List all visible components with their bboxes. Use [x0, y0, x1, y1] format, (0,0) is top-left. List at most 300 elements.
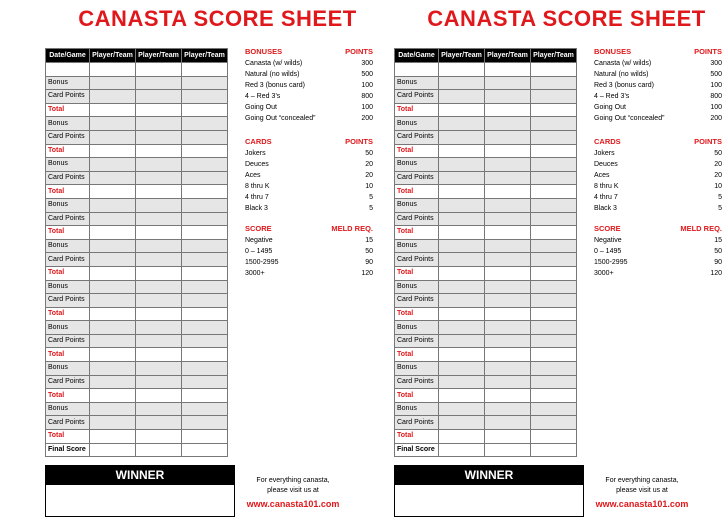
score-cell[interactable] [90, 253, 136, 267]
score-cell[interactable] [531, 76, 577, 90]
row-label: Total [46, 226, 90, 240]
row-label: Card Points [395, 375, 439, 389]
table-row [46, 294, 228, 308]
score-cell[interactable] [136, 253, 182, 267]
score-cell[interactable] [90, 443, 136, 457]
score-cell[interactable] [136, 130, 182, 144]
score-cell[interactable] [90, 375, 136, 389]
reference-label: Going Out “concealed” [594, 115, 665, 122]
score-cell[interactable] [182, 294, 228, 308]
score-cell[interactable] [90, 171, 136, 185]
score-cell[interactable] [90, 90, 136, 104]
table-row [46, 307, 228, 321]
table-row [395, 348, 577, 362]
reference-value: 100 [710, 82, 722, 89]
score-cell[interactable] [136, 239, 182, 253]
score-cell[interactable] [90, 144, 136, 158]
table-row [395, 103, 577, 117]
row-label: Card Points [46, 253, 90, 267]
score-cell[interactable] [182, 90, 228, 104]
score-cell[interactable] [90, 362, 136, 376]
score-cell[interactable] [531, 389, 577, 403]
score-cell[interactable] [136, 389, 182, 403]
score-cell[interactable] [531, 334, 577, 348]
score-cell[interactable] [90, 76, 136, 90]
score-cell[interactable] [485, 212, 531, 226]
score-cell[interactable] [485, 348, 531, 362]
reference-label: Red 3 (bonus card) [594, 82, 654, 89]
score-cell[interactable] [485, 375, 531, 389]
reference-row [245, 235, 373, 246]
score-cell[interactable] [485, 198, 531, 212]
row-label: Total [46, 389, 90, 403]
reference-row [245, 80, 373, 91]
score-cell[interactable] [182, 375, 228, 389]
table-row [395, 144, 577, 158]
score-cell[interactable] [182, 198, 228, 212]
row-label: Total [395, 185, 439, 199]
score-cell[interactable] [90, 348, 136, 362]
score-cell[interactable] [485, 389, 531, 403]
reference-value: 50 [365, 248, 373, 255]
score-cell[interactable] [485, 253, 531, 267]
table-row [395, 185, 577, 199]
score-cell[interactable] [485, 266, 531, 280]
row-label: Bonus [395, 117, 439, 131]
score-cell[interactable] [485, 63, 531, 77]
score-cell[interactable] [531, 103, 577, 117]
score-cell[interactable] [136, 103, 182, 117]
score-cell[interactable] [182, 321, 228, 335]
table-row [395, 443, 577, 457]
score-cell[interactable] [531, 443, 577, 457]
score-cell[interactable] [485, 402, 531, 416]
score-cell[interactable] [485, 239, 531, 253]
score-cell[interactable] [136, 90, 182, 104]
score-cell[interactable] [439, 416, 485, 430]
score-cell[interactable] [439, 334, 485, 348]
score-cell[interactable] [90, 294, 136, 308]
score-cell[interactable] [136, 226, 182, 240]
reference-heading-label: SCORE [245, 224, 272, 233]
score-cell[interactable] [439, 389, 485, 403]
winner-field[interactable] [46, 485, 234, 515]
score-cell[interactable] [182, 117, 228, 131]
score-cell[interactable] [439, 280, 485, 294]
score-cell[interactable] [485, 171, 531, 185]
score-cell[interactable] [136, 362, 182, 376]
row-label: Card Points [46, 416, 90, 430]
table-row [46, 198, 228, 212]
score-cell[interactable] [90, 103, 136, 117]
score-cell[interactable] [136, 443, 182, 457]
reference-heading-points: MELD REQ. [331, 224, 373, 233]
score-cell[interactable] [485, 130, 531, 144]
table-row [46, 226, 228, 240]
reference-value: 100 [361, 104, 373, 111]
reference-value: 300 [710, 60, 722, 67]
row-label: Total [395, 266, 439, 280]
score-cell[interactable] [136, 198, 182, 212]
score-cell[interactable] [182, 212, 228, 226]
score-cell[interactable] [136, 117, 182, 131]
score-cell[interactable] [182, 239, 228, 253]
score-cell[interactable] [182, 103, 228, 117]
score-cell[interactable] [439, 321, 485, 335]
score-cell[interactable] [439, 402, 485, 416]
winner-label: WINNER [395, 466, 583, 485]
score-cell[interactable] [531, 144, 577, 158]
reference-row [245, 257, 373, 268]
score-cell[interactable] [90, 185, 136, 199]
column-header: Player/Team [136, 49, 182, 63]
score-cell[interactable] [90, 266, 136, 280]
score-cell[interactable] [439, 212, 485, 226]
score-cell[interactable] [485, 334, 531, 348]
score-cell[interactable] [136, 307, 182, 321]
score-cell[interactable] [90, 130, 136, 144]
score-cell[interactable] [182, 185, 228, 199]
row-label: Total [395, 103, 439, 117]
score-cell[interactable] [531, 362, 577, 376]
row-label: Total [395, 430, 439, 444]
score-cell[interactable] [136, 321, 182, 335]
score-cell[interactable] [531, 375, 577, 389]
score-cell[interactable] [136, 158, 182, 172]
score-cell[interactable] [182, 416, 228, 430]
score-cell[interactable] [182, 402, 228, 416]
score-cell[interactable] [182, 76, 228, 90]
score-cell[interactable] [439, 266, 485, 280]
reference-row [594, 58, 722, 69]
score-cell[interactable] [90, 430, 136, 444]
row-label: Total [46, 103, 90, 117]
score-cell[interactable] [439, 144, 485, 158]
reference-row [594, 91, 722, 102]
score-cell[interactable] [90, 389, 136, 403]
score-cell[interactable] [485, 280, 531, 294]
score-cell[interactable] [485, 294, 531, 308]
row-label: Total [395, 389, 439, 403]
score-cell[interactable] [531, 402, 577, 416]
reference-heading-label: BONUSES [594, 47, 632, 56]
score-cell[interactable] [531, 307, 577, 321]
reference-label: 8 thru K [245, 183, 270, 190]
score-cell[interactable] [182, 307, 228, 321]
reference-label: 1500-2995 [245, 259, 279, 266]
score-cell[interactable] [485, 158, 531, 172]
score-cell[interactable] [136, 266, 182, 280]
table-row [46, 239, 228, 253]
score-cell[interactable] [439, 430, 485, 444]
reference-row [245, 91, 373, 102]
column-header: Player/Team [182, 49, 228, 63]
reference-heading-label: BONUSES [245, 47, 283, 56]
score-cell[interactable] [485, 117, 531, 131]
score-cell[interactable] [485, 416, 531, 430]
table-row [395, 280, 577, 294]
score-cell[interactable] [485, 76, 531, 90]
score-cell[interactable] [439, 253, 485, 267]
score-cell[interactable] [531, 280, 577, 294]
reference-value: 50 [365, 150, 373, 157]
reference-value: 5 [718, 205, 722, 212]
website-link[interactable]: www.canasta101.com [595, 499, 689, 509]
winner-field[interactable] [395, 485, 583, 515]
score-cell[interactable] [182, 253, 228, 267]
score-cell[interactable] [182, 430, 228, 444]
reference-label: Going Out [594, 104, 626, 111]
row-label: Card Points [46, 212, 90, 226]
score-cell[interactable] [439, 375, 485, 389]
row-label [46, 63, 90, 77]
score-cell[interactable] [439, 90, 485, 104]
reference-row [594, 170, 722, 181]
reference-heading [594, 47, 722, 56]
row-label: Bonus [395, 321, 439, 335]
reference-row [594, 80, 722, 91]
score-cell[interactable] [136, 334, 182, 348]
table-row [395, 362, 577, 376]
table-row [46, 63, 228, 77]
score-cell[interactable] [439, 239, 485, 253]
score-cell[interactable] [439, 198, 485, 212]
score-cell[interactable] [90, 63, 136, 77]
score-cell[interactable] [485, 443, 531, 457]
reference-row [594, 69, 722, 80]
reference-row [594, 246, 722, 257]
score-cell[interactable] [531, 117, 577, 131]
score-cell[interactable] [531, 130, 577, 144]
score-cell[interactable] [439, 348, 485, 362]
reference-heading-label: CARDS [594, 137, 621, 146]
table-row [46, 362, 228, 376]
row-label: Bonus [46, 158, 90, 172]
visit-line-2: please visit us at [267, 487, 319, 494]
reference-value: 90 [714, 259, 722, 266]
score-cell[interactable] [531, 158, 577, 172]
reference-label: Canasta (w/ wilds) [245, 60, 303, 67]
reference-value: 100 [710, 104, 722, 111]
score-cell[interactable] [182, 171, 228, 185]
score-cell[interactable] [136, 185, 182, 199]
score-cell[interactable] [136, 212, 182, 226]
row-label: Bonus [46, 280, 90, 294]
score-cell[interactable] [485, 307, 531, 321]
score-cell[interactable] [90, 416, 136, 430]
row-label: Card Points [46, 294, 90, 308]
table-row [46, 334, 228, 348]
reference-heading [245, 47, 373, 56]
column-header: Player/Team [90, 49, 136, 63]
reference-value: 5 [718, 194, 722, 201]
score-cell[interactable] [90, 321, 136, 335]
score-cell[interactable] [136, 76, 182, 90]
score-cell[interactable] [439, 158, 485, 172]
table-row [46, 171, 228, 185]
score-cell[interactable] [531, 198, 577, 212]
score-cell[interactable] [439, 130, 485, 144]
score-cell[interactable] [182, 334, 228, 348]
bonuses-reference [245, 47, 373, 124]
reference-row [594, 102, 722, 113]
reference-value: 100 [361, 82, 373, 89]
score-cell[interactable] [439, 307, 485, 321]
score-cell[interactable] [485, 362, 531, 376]
table-row [46, 348, 228, 362]
score-cell[interactable] [531, 416, 577, 430]
score-cell[interactable] [182, 63, 228, 77]
table-row [46, 416, 228, 430]
winner-box [394, 465, 584, 517]
row-label: Bonus [46, 362, 90, 376]
reference-value: 120 [710, 270, 722, 277]
reference-row [245, 192, 373, 203]
score-cell[interactable] [182, 443, 228, 457]
score-cell[interactable] [90, 239, 136, 253]
visit-line-1: For everything canasta, [256, 477, 330, 484]
reference-value: 5 [369, 205, 373, 212]
score-cell[interactable] [531, 239, 577, 253]
reference-label: 3000+ [594, 270, 614, 277]
score-cell[interactable] [90, 307, 136, 321]
reference-label: 0 – 1495 [245, 248, 273, 255]
reference-row [245, 246, 373, 257]
table-row [395, 171, 577, 185]
score-cell[interactable] [136, 144, 182, 158]
score-cell[interactable] [136, 416, 182, 430]
row-label: Bonus [46, 239, 90, 253]
score-cell[interactable] [439, 171, 485, 185]
score-cell[interactable] [182, 158, 228, 172]
score-cell[interactable] [485, 430, 531, 444]
score-cell[interactable] [439, 117, 485, 131]
reference-label: Natural (no wilds) [594, 71, 649, 78]
score-cell[interactable] [136, 430, 182, 444]
score-cell[interactable] [136, 402, 182, 416]
score-cell[interactable] [485, 185, 531, 199]
score-cell[interactable] [531, 171, 577, 185]
website-link[interactable]: www.canasta101.com [246, 499, 340, 509]
header-row [46, 49, 228, 63]
score-cell[interactable] [182, 266, 228, 280]
score-cell[interactable] [531, 63, 577, 77]
score-cell[interactable] [136, 171, 182, 185]
table-row [46, 266, 228, 280]
score-cell[interactable] [136, 280, 182, 294]
score-cell[interactable] [485, 144, 531, 158]
score-cell[interactable] [182, 389, 228, 403]
score-cell[interactable] [531, 212, 577, 226]
row-label: Card Points [395, 334, 439, 348]
table-row [46, 76, 228, 90]
score-cell[interactable] [90, 158, 136, 172]
score-cell[interactable] [182, 144, 228, 158]
score-cell[interactable] [531, 253, 577, 267]
score-cell[interactable] [90, 334, 136, 348]
score-cell[interactable] [531, 430, 577, 444]
reference-value: 20 [714, 161, 722, 168]
reference-value: 15 [365, 237, 373, 244]
score-cell[interactable] [439, 103, 485, 117]
row-label: Total [395, 307, 439, 321]
reference-heading-label: SCORE [594, 224, 621, 233]
score-cell[interactable] [136, 294, 182, 308]
score-cell[interactable] [485, 226, 531, 240]
reference-label: 0 – 1495 [594, 248, 622, 255]
score-cell[interactable] [90, 212, 136, 226]
reference-label: Black 3 [245, 205, 268, 212]
visit-line-1: For everything canasta, [605, 477, 679, 484]
row-label: Total [46, 144, 90, 158]
reference-label: Black 3 [594, 205, 617, 212]
row-label: Total [395, 144, 439, 158]
row-label: Card Points [46, 171, 90, 185]
score-cell[interactable] [182, 348, 228, 362]
score-cell[interactable] [182, 226, 228, 240]
reference-label: 4 – Red 3’s [594, 93, 630, 100]
score-cell[interactable] [531, 321, 577, 335]
reference-row [245, 102, 373, 113]
score-cell[interactable] [439, 362, 485, 376]
score-cell[interactable] [531, 294, 577, 308]
reference-row [594, 235, 722, 246]
score-cell[interactable] [90, 117, 136, 131]
score-cell[interactable] [439, 443, 485, 457]
reference-label: Deuces [245, 161, 269, 168]
score-cell[interactable] [485, 321, 531, 335]
score-cell[interactable] [182, 280, 228, 294]
score-cell[interactable] [90, 226, 136, 240]
score-cell[interactable] [182, 130, 228, 144]
score-cell[interactable] [136, 375, 182, 389]
score-table [45, 48, 228, 457]
reference-label: 1500-2995 [594, 259, 628, 266]
score-cell[interactable] [90, 280, 136, 294]
score-cell[interactable] [439, 76, 485, 90]
score-cell[interactable] [531, 185, 577, 199]
score-cell[interactable] [531, 266, 577, 280]
table-row [46, 430, 228, 444]
score-cell[interactable] [531, 226, 577, 240]
score-cell[interactable] [90, 198, 136, 212]
reference-heading [245, 137, 373, 146]
score-cell[interactable] [90, 402, 136, 416]
table-row [46, 280, 228, 294]
score-cell[interactable] [136, 63, 182, 77]
score-cell[interactable] [531, 90, 577, 104]
table-row [395, 389, 577, 403]
score-cell[interactable] [485, 103, 531, 117]
row-label: Bonus [395, 76, 439, 90]
score-cell[interactable] [439, 63, 485, 77]
table-row [395, 63, 577, 77]
score-cell[interactable] [136, 348, 182, 362]
score-cell[interactable] [439, 226, 485, 240]
row-label: Total [46, 185, 90, 199]
row-label: Card Points [46, 130, 90, 144]
score-cell[interactable] [485, 90, 531, 104]
reference-value: 20 [714, 172, 722, 179]
table-row [395, 76, 577, 90]
score-cell[interactable] [182, 362, 228, 376]
reference-heading-label: CARDS [245, 137, 272, 146]
reference-row [245, 203, 373, 214]
score-cell[interactable] [531, 348, 577, 362]
score-cell[interactable] [439, 294, 485, 308]
score-cell[interactable] [439, 185, 485, 199]
reference-row [245, 170, 373, 181]
